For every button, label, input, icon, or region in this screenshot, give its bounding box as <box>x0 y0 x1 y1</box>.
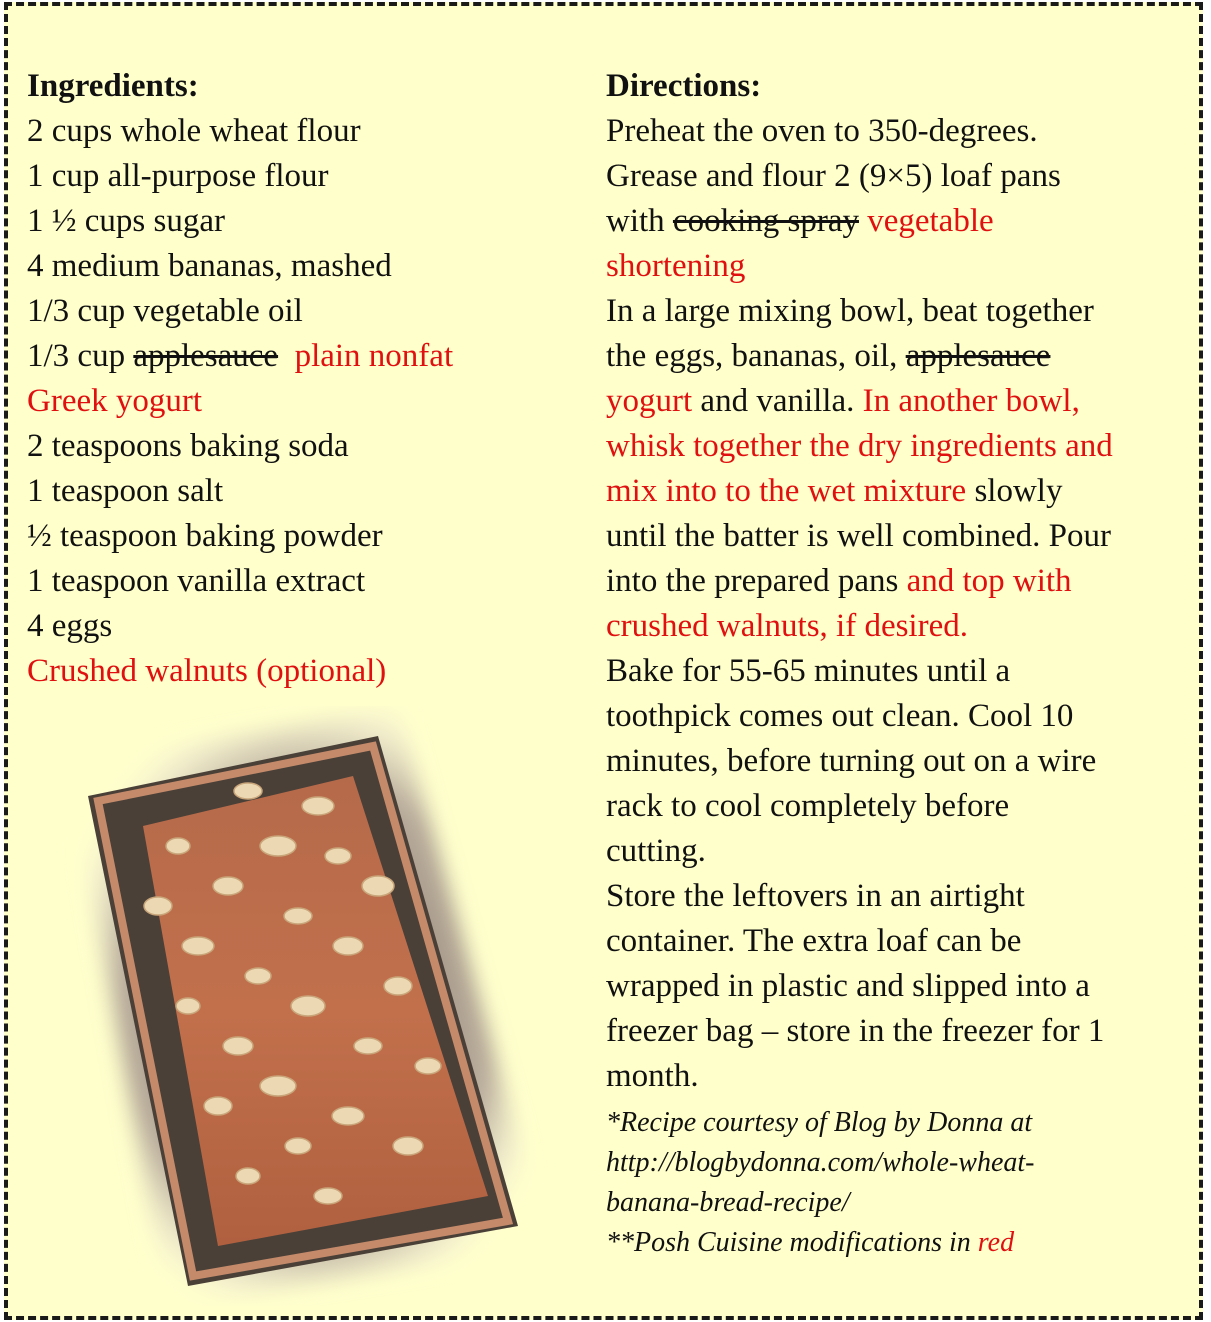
direction-line: cutting. <box>606 833 706 869</box>
direction-line <box>606 379 1196 424</box>
direction-line <box>606 334 1196 379</box>
modification-text: In another bowl, <box>862 383 1080 419</box>
banana-bread-loaf-photo <box>48 706 558 1306</box>
direction-line: minutes, before turning out on a wire <box>606 743 1097 779</box>
footnote-url: http://blogbydonna.com/whole-wheat- <box>606 1147 1035 1178</box>
ingredient-item: 4 eggs <box>27 608 113 644</box>
footnote-text: **Posh Cuisine modifications in <box>606 1227 978 1258</box>
direction-text: into the prepared pans <box>606 563 907 599</box>
footnote-modifications <box>606 1223 1196 1263</box>
modification-text: and top with <box>906 563 1072 599</box>
direction-text: the eggs, bananas, oil, <box>606 338 906 374</box>
direction-line: Grease and flour 2 (9×5) loaf pans <box>606 158 1061 194</box>
direction-line: freezer bag – store in the freezer for 1 <box>606 1013 1105 1049</box>
recipe-card <box>4 2 1203 1320</box>
direction-line <box>606 199 1196 244</box>
modification-text: plain nonfat <box>294 338 454 374</box>
ingredient-item: 1 cup all-purpose flour <box>27 158 329 194</box>
direction-line: container. The extra loaf can be <box>606 923 1022 959</box>
modification-text: yogurt <box>606 383 693 419</box>
direction-line <box>606 559 1196 604</box>
struck-cooking-spray: cooking spray <box>672 203 859 239</box>
ingredient-item: 2 teaspoons baking soda <box>27 428 349 464</box>
ingredient-item: 2 cups whole wheat flour <box>27 113 361 149</box>
modification-text: mix into to the wet mixture <box>606 473 967 509</box>
modification-text: whisk together the dry ingredients and <box>606 428 1113 464</box>
direction-line: until the batter is well combined. Pour <box>606 518 1111 554</box>
footnote-source: *Recipe courtesy of Blog by Donna at <box>606 1107 1033 1138</box>
yogurt-prefix: 1/3 cup <box>27 338 134 374</box>
ingredient-item: 1 teaspoon vanilla extract <box>27 563 366 599</box>
ingredient-item: ½ teaspoon baking powder <box>27 518 383 554</box>
modification-text: vegetable <box>867 203 994 239</box>
ingredients-heading: Ingredients: <box>27 68 199 104</box>
direction-line: Preheat the oven to 350-degrees. <box>606 113 1038 149</box>
struck-applesauce: applesauce <box>133 338 279 374</box>
direction-line: Bake for 55-65 minutes until a <box>606 653 1011 689</box>
direction-line: toothpick comes out clean. Cool 10 <box>606 698 1074 734</box>
direction-line: Store the leftovers in an airtight <box>606 878 1025 914</box>
ingredients-column <box>27 64 567 694</box>
direction-line: month. <box>606 1058 699 1094</box>
direction-line: wrapped in plastic and slipped into a <box>606 968 1090 1004</box>
direction-line: rack to cool completely before <box>606 788 1010 824</box>
footnote-url: banana-bread-recipe/ <box>606 1187 850 1218</box>
ingredient-item-optional: Crushed walnuts (optional) <box>27 653 387 689</box>
ingredient-item-yogurt <box>27 334 567 379</box>
direction-line <box>606 469 1196 514</box>
ingredient-item: 1/3 cup vegetable oil <box>27 293 303 329</box>
modification-text: shortening <box>606 248 746 284</box>
footnote-red-word: red <box>977 1227 1015 1258</box>
directions-heading: Directions: <box>606 68 762 104</box>
directions-column <box>606 64 1196 1263</box>
direction-text: and vanilla. <box>692 383 863 419</box>
ingredient-item: 1 teaspoon salt <box>27 473 224 509</box>
direction-text: slowly <box>966 473 1063 509</box>
ingredient-item: 4 medium bananas, mashed <box>27 248 392 284</box>
direction-line: In a large mixing bowl, beat together <box>606 293 1094 329</box>
ingredient-item: 1 ½ cups sugar <box>27 203 225 239</box>
struck-applesauce: applesauce <box>905 338 1051 374</box>
modification-text: crushed walnuts, if desired. <box>606 608 968 644</box>
modification-text: Greek yogurt <box>27 383 203 419</box>
direction-text: with <box>606 203 673 239</box>
